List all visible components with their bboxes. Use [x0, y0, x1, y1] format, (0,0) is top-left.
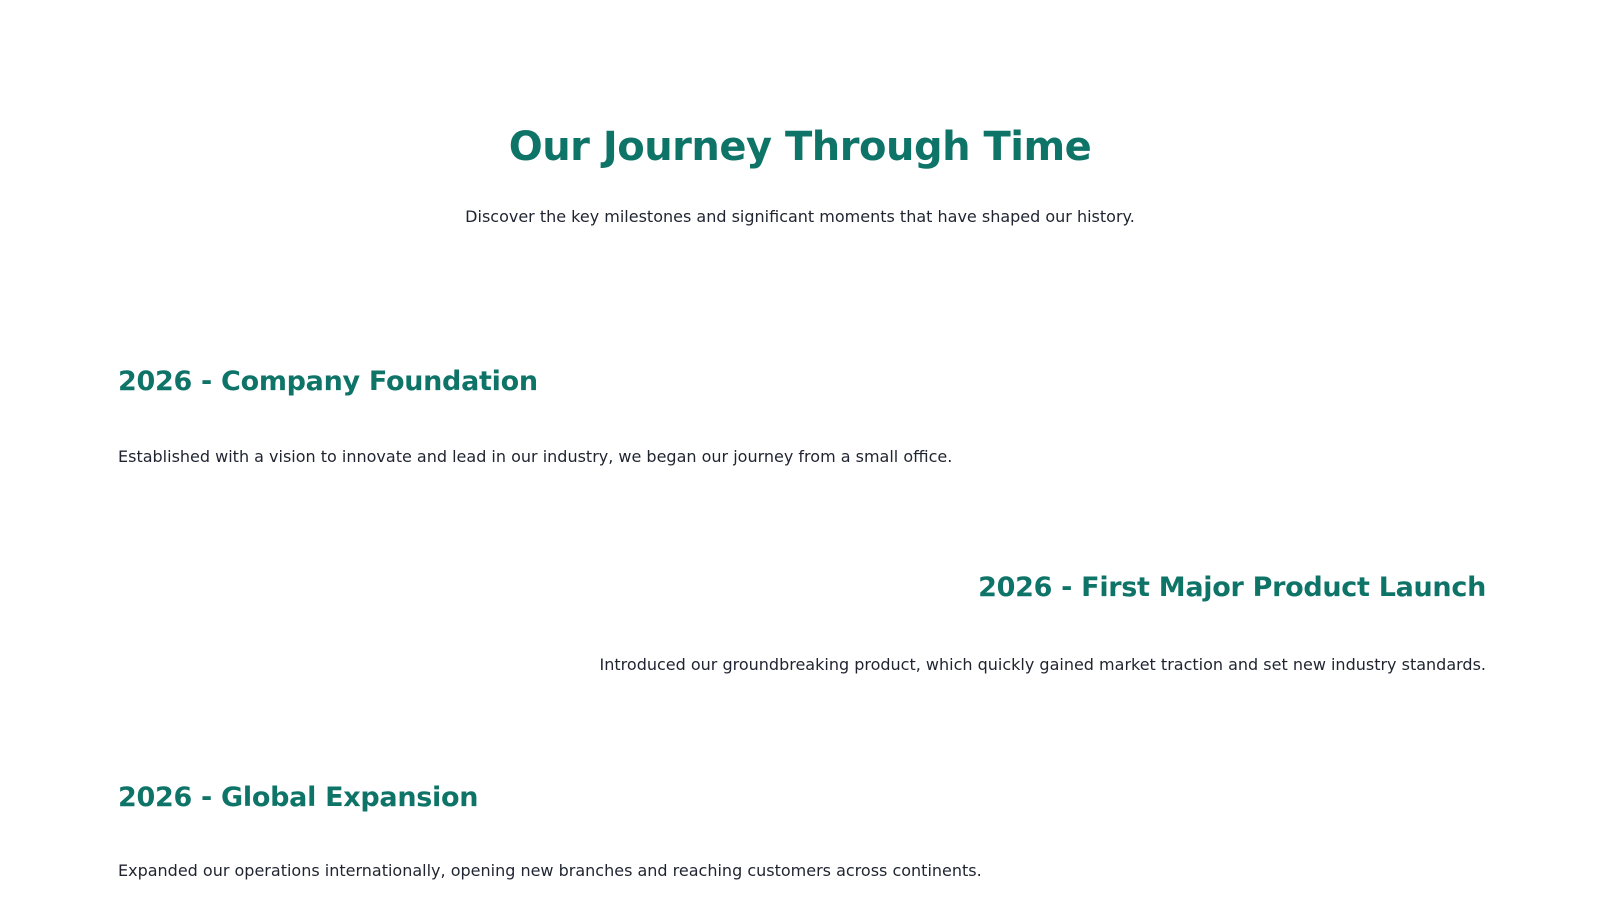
page-subtitle: Discover the key milestones and significant moments that have shaped our history.	[465, 207, 1135, 226]
timeline-hero	[0, 118, 1600, 228]
milestone-description: Established with a vision to innovate and lead in our industry, we began our journey from a small office.	[118, 447, 953, 466]
milestone-title: 2026 - First Major Product Launch	[978, 572, 1486, 603]
milestone-global-expansion	[118, 778, 1486, 882]
milestone-title: 2026 - Global Expansion	[118, 782, 479, 813]
milestone-title: 2026 - Company Foundation	[118, 366, 538, 397]
milestone-description: Expanded our operations internationally, opening new branches and reaching customers across continents.	[118, 861, 982, 880]
milestone-first-product-launch	[118, 568, 1486, 676]
milestone-company-foundation	[118, 362, 1486, 468]
milestone-description: Introduced our groundbreaking product, which quickly gained market traction and set new industry standards.	[599, 655, 1486, 674]
page-title: Our Journey Through Time	[508, 124, 1092, 170]
